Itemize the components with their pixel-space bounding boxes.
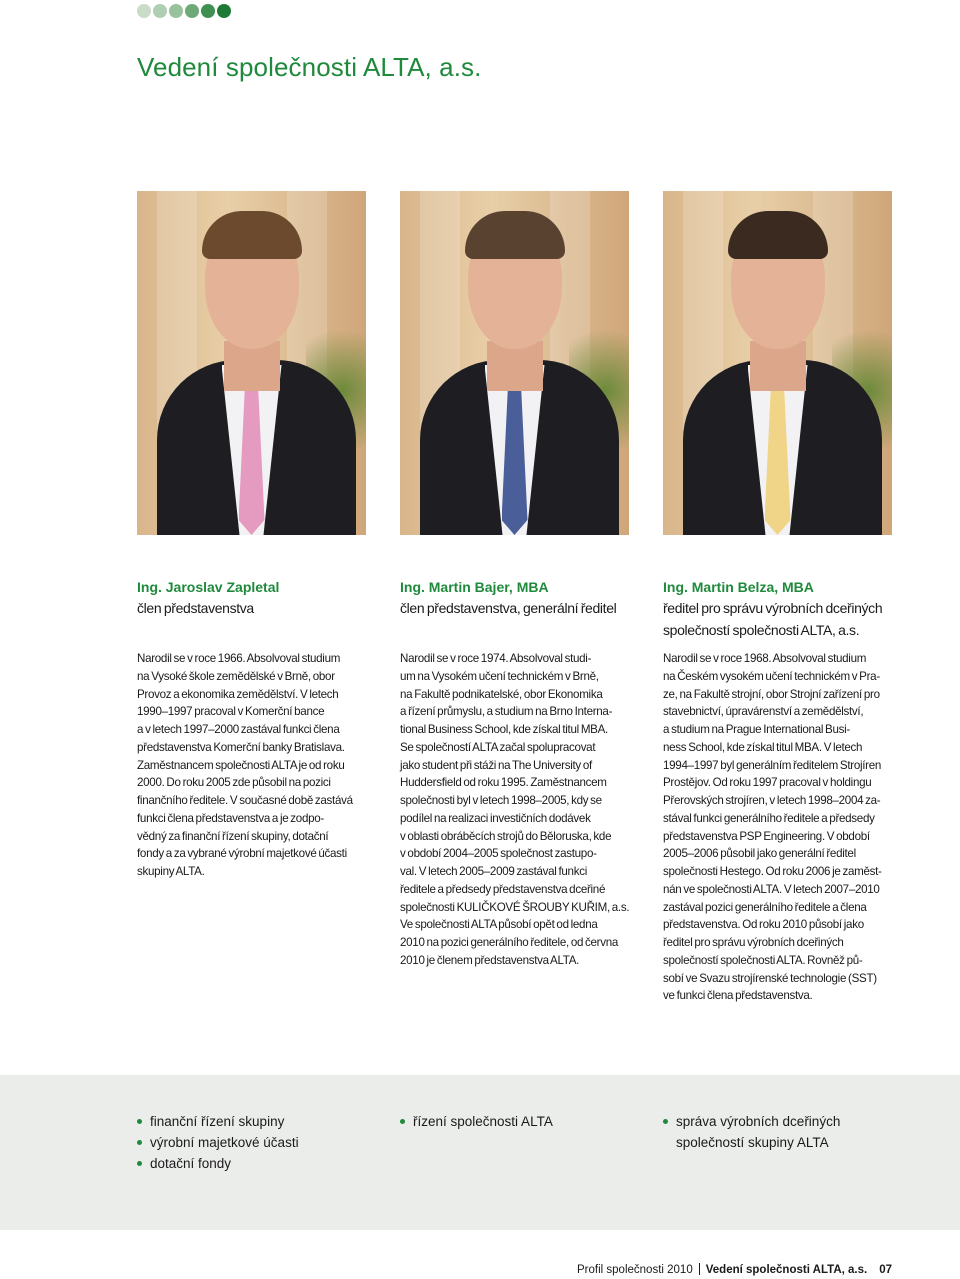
bio-line: nán ve společnosti ALTA. V letech 2007–2010 xyxy=(663,882,880,896)
bio-line: Huddersfield od roku 1995. Zaměstnancem xyxy=(400,776,607,790)
bio-line: funkci člena představenstva a je zodpo- xyxy=(137,811,324,825)
responsibility-text: finanční řízení skupiny xyxy=(150,1114,285,1129)
bio-line: zastával pozici generálního ředitele a člena xyxy=(663,900,867,914)
responsibility-item xyxy=(137,1132,299,1153)
page-footer xyxy=(577,1263,892,1276)
person-card xyxy=(400,191,630,620)
footer-separator xyxy=(699,1263,700,1275)
bio-line: na Vysoké škole zemědělské v Brně, obor xyxy=(137,669,335,683)
person-role: společností společnosti ALTA, a.s. xyxy=(663,621,860,638)
responsibility-item xyxy=(137,1111,299,1132)
bio-line: 1990–1997 pracoval v Komerční bance xyxy=(137,705,325,719)
bio-line: finančního ředitele. V současné době zastává xyxy=(137,794,353,807)
bio-line: fondy a za vybrané výrobní majetkové účasti xyxy=(137,847,347,861)
bio-line: představenstva PSP Engineering. V období xyxy=(663,829,870,843)
bio-line: ředitel pro správu výrobních dceřiných xyxy=(663,936,844,949)
bio-line: 2010 je členem představenstva ALTA. xyxy=(400,953,580,967)
bio-line: skupiny ALTA. xyxy=(137,865,205,878)
bio-line: podílel na realizaci investičních dodávek xyxy=(400,811,591,825)
bio-line: 2010 na pozici generálního ředitele, od června xyxy=(400,936,619,949)
bio-line: Ve společnosti ALTA působí opět od ledna xyxy=(400,918,598,932)
bio-line: jako student při stáži na The University of xyxy=(400,758,592,772)
bio-line: Přerovských strojíren, v letech 1998–2004 za- xyxy=(663,794,881,807)
bio-line: společnosti KULIČKOVÉ ŠROUBY KUŘIM, a.s. xyxy=(400,900,630,914)
bullet-icon xyxy=(137,1119,142,1124)
responsibility-text: řízení společnosti ALTA xyxy=(413,1114,553,1129)
bio-line: 1994–1997 byl generálním ředitelem Strojíren xyxy=(663,758,882,772)
bio-line: Provoz a ekonomika zemědělství. V letech xyxy=(137,687,339,701)
bio-line: sobí ve Svazu strojírenské technologie (SST) xyxy=(663,971,877,985)
bio-line: Se společností ALTA začal spolupracovat xyxy=(400,740,596,754)
bio-line: ředitele a předsedy představenstva dceřiné xyxy=(400,882,606,896)
responsibility-item xyxy=(663,1111,840,1132)
responsibility-list xyxy=(400,1111,553,1132)
dot-marker xyxy=(185,4,199,18)
bio-line: představenstva Komerční banky Bratislava. xyxy=(137,740,345,754)
responsibility-text: dotační fondy xyxy=(150,1156,232,1171)
bio-line: 2000. Do roku 2005 zde působil na pozici xyxy=(137,776,331,790)
page-number: 07 xyxy=(879,1264,892,1276)
bullet-icon xyxy=(663,1119,668,1124)
responsibility-item xyxy=(400,1111,553,1132)
person-card xyxy=(137,191,367,620)
bio-line: Narodil se v roce 1974. Absolvoval studi- xyxy=(400,652,592,665)
bio-line: v období 2004–2005 společnost zastupo- xyxy=(400,847,597,861)
footer-publication: Profil společnosti 2010 xyxy=(577,1264,693,1276)
bio-line: Narodil se v roce 1966. Absolvoval studium xyxy=(137,652,341,665)
responsibility-item xyxy=(663,1132,840,1153)
bio-line: Narodil se v roce 1968. Absolvoval studium xyxy=(663,652,867,665)
bullet-icon xyxy=(137,1140,142,1145)
bio-line: na Fakultě podnikatelské, obor Ekonomika xyxy=(400,687,603,701)
bullet-icon xyxy=(400,1119,405,1124)
responsibility-text: výrobní majetkové účasti xyxy=(150,1135,299,1150)
responsibility-text: správa výrobních dceřiných xyxy=(676,1114,841,1129)
person-name: Ing. Martin Belza, MBA xyxy=(663,579,814,595)
bio-line: Prostějov. Od roku 1997 pracoval v holdingu xyxy=(663,776,872,790)
responsibility-item xyxy=(137,1153,299,1174)
bio-line: ze, na Fakultě strojní, obor Strojní zařízení pro xyxy=(663,687,880,701)
portrait-photo xyxy=(400,191,629,535)
person-role: člen představenstva, generální ředitel xyxy=(400,600,617,616)
dot-marker xyxy=(201,4,215,18)
responsibility-list xyxy=(663,1111,840,1153)
dot-marker xyxy=(217,4,231,18)
bio-line: stavebnictví, úpravárenství a zemědělství, xyxy=(663,705,864,719)
responsibility-text: společností skupiny ALTA xyxy=(676,1135,829,1150)
bio-line: na Českém vysokém učení technickém v Pra- xyxy=(663,669,880,683)
portrait-photo xyxy=(137,191,366,535)
page-title: Vedení společnosti ALTA, a.s. xyxy=(137,52,482,82)
bio-line: tional Business School, kde získal titul MBA. xyxy=(400,723,608,736)
decorative-dots xyxy=(137,4,231,18)
bio-line: představenstva. Od roku 2010 působí jako xyxy=(663,918,864,932)
bio-line: a v letech 1997–2000 zastával funkci člena xyxy=(137,723,340,736)
dot-marker xyxy=(137,4,151,18)
dot-marker xyxy=(153,4,167,18)
person-name: Ing. Jaroslav Zapletal xyxy=(137,579,280,595)
person-role: člen představenstva xyxy=(137,600,254,616)
bio-line: společnosti byl v letech 1998–2005, kdy se xyxy=(400,794,602,807)
bio-line: 2005–2006 působil jako generální ředitel xyxy=(663,847,856,861)
footer-section: Vedení společnosti ALTA, a.s. xyxy=(705,1264,868,1276)
bio-line: Zaměstnancem společnosti ALTA je od roku xyxy=(137,758,345,772)
bio-line: um na Vysokém učení technickém v Brně, xyxy=(400,669,599,683)
person-bio xyxy=(663,650,908,1005)
person-bio xyxy=(137,650,382,881)
bio-line: ve funkci člena představenstva. xyxy=(663,989,813,1003)
person-name: Ing. Martin Bajer, MBA xyxy=(400,579,549,595)
dot-marker xyxy=(169,4,183,18)
responsibility-list xyxy=(137,1111,299,1174)
bio-line: vědný za finanční řízení skupiny, dotační xyxy=(137,829,329,843)
bio-line: ness School, kde získal titul MBA. V letech xyxy=(663,740,863,754)
bio-line: a řízení průmyslu, a studium na Brno Interna- xyxy=(400,705,613,719)
bio-line: v oblasti obráběcích strojů do Běloruska, kde xyxy=(400,829,612,843)
portrait-photo xyxy=(663,191,892,535)
bio-line: stával funkci generálního ředitele a předsedy xyxy=(663,811,875,825)
bio-line: val. V letech 2005–2009 zastával funkci xyxy=(400,865,587,878)
bio-line: společnosti Hestego. Od roku 2006 je zaměst- xyxy=(663,865,882,878)
person-bio xyxy=(400,650,645,970)
person-role: ředitel pro správu výrobních dceřiných xyxy=(663,600,883,616)
bio-line: společností společnosti ALTA. Rovněž pů- xyxy=(663,953,863,967)
bio-line: a studium na Prague International Busi- xyxy=(663,723,850,736)
bullet-icon xyxy=(137,1161,142,1166)
person-card xyxy=(663,191,893,641)
